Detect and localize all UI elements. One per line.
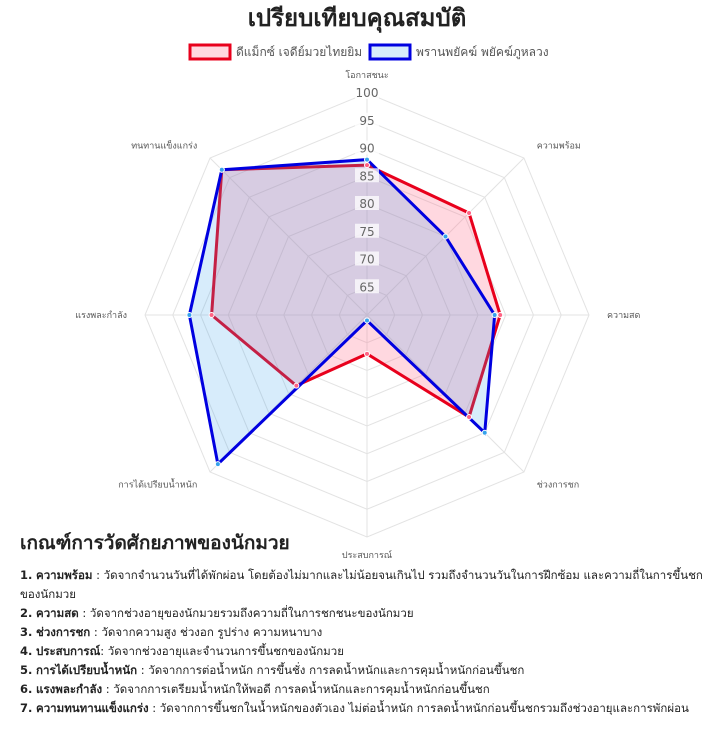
criteria-item [20,566,706,604]
axis-label: ทนทานแข็งแกร่ง [131,141,198,152]
tick-label: 80 [359,197,375,211]
criteria-item [20,642,706,661]
criteria-section [20,528,706,718]
data-point[interactable] [467,210,472,215]
chart-legend[interactable] [190,44,549,60]
criteria-name: ช่วงการชก [36,625,91,639]
legend-label-series-2[interactable]: พรานพยัคฆ์ พยัคฆ์ภูหลวง [416,45,549,59]
tick-label: 65 [359,280,375,295]
criteria-name: ความพร้อม [36,568,93,582]
legend-swatch-series-2[interactable] [370,45,410,59]
criteria-item [20,699,706,718]
data-point[interactable] [498,313,503,318]
criteria-description: : วัดจากช่วงอายุและจำนวนการขึ้นชกของนักมวย [100,644,344,658]
axis-label: ความสด [607,311,641,321]
criteria-number: 6. [20,682,33,696]
criteria-item [20,604,706,623]
criteria-name: ความสด [36,606,79,620]
data-point[interactable] [219,167,224,172]
criteria-name: ความทนทานแข็งแกร่ง [36,701,149,715]
data-point[interactable] [365,163,370,168]
criteria-number: 5. [20,663,33,677]
criteria-list [20,566,706,718]
data-point[interactable] [209,313,214,318]
criteria-description: : วัดจากการต่อน้ำหนัก การขึ้นชั่ง การลดน้ำหนักและการคุมน้ำหนักก่อนขึ้นชก [137,663,525,677]
tick-label: 95 [359,113,375,128]
legend-swatch-series-1[interactable] [190,45,230,59]
axis-label: การได้เปรียบน้ำหนัก [118,480,198,491]
criteria-item [20,661,706,680]
criteria-description: : วัดจากช่วงอายุของนักมวยรวมถึงความถี่ในการชกชนะของนักมวย [78,606,414,620]
tick-label: 100 [355,86,379,100]
data-point[interactable] [467,415,472,420]
criteria-number: 3. [20,625,33,639]
criteria-name: การได้เปรียบน้ำหนัก [36,663,138,677]
criteria-name: แรงพละกำลัง [36,682,103,696]
data-point[interactable] [215,462,220,467]
criteria-description: : วัดจากการเตรียมน้ำหนักให้พอดี การลดน้ำหนักและการคุมน้ำหนักก่อนขึ้นชก [102,682,490,696]
axis-label: โอกาสชนะ [345,71,389,81]
axis-label: ช่วงการชก [536,480,580,491]
tick-label: 70 [359,252,375,267]
data-point[interactable] [365,157,370,162]
data-point[interactable] [187,313,192,318]
legend-label-series-1[interactable]: ดีแม็กซ์ เจดีย์มวยไทยยิม [236,45,363,59]
criteria-item [20,623,706,642]
data-point[interactable] [443,234,448,239]
data-point[interactable] [365,318,370,323]
criteria-name: ประสบการณ์ [36,644,101,658]
criteria-description: : วัดจากความสูง ช่วงอก รูปร่าง ความหนาบาง [90,625,323,639]
axis-label: ประสบการณ์ [341,551,393,561]
data-point[interactable] [294,383,299,388]
criteria-description: : วัดจากจำนวนวันที่ได้พักผ่อน โดยต้องไม่มากและไม่น้อยจนเกินไป รวมถึงจำนวนวันในการฝึกซ้อม และความถี่ในการขึ้นชกของนักมวย [20,568,703,601]
tick-label: 75 [359,224,375,239]
criteria-number: 1. [20,568,33,582]
criteria-heading: เกณฑ์การวัดศักยภาพของนักมวย [20,532,290,554]
axis-label: แรงพละกำลัง [75,311,127,321]
criteria-number: 4. [20,644,33,658]
data-point[interactable] [482,430,487,435]
criteria-item [20,680,706,699]
criteria-number: 7. [20,701,33,715]
tick-label: 85 [359,169,375,184]
axis-label: ความพร้อม [536,141,581,152]
chart-title: เปรียบเทียบคุณสมบัติ [247,4,467,32]
tick-label: 90 [359,141,375,156]
radar-series [187,157,503,467]
data-point[interactable] [365,351,370,356]
criteria-description: : วัดจากการขึ้นชกในน้ำหนักของตัวเอง ไม่ต่อน้ำหนัก การลดน้ำหนักก่อนขึ้นชกรวมถึงช่วงอายุและการพักผ่อน [148,701,689,715]
criteria-number: 2. [20,606,33,620]
data-point[interactable] [492,313,497,318]
